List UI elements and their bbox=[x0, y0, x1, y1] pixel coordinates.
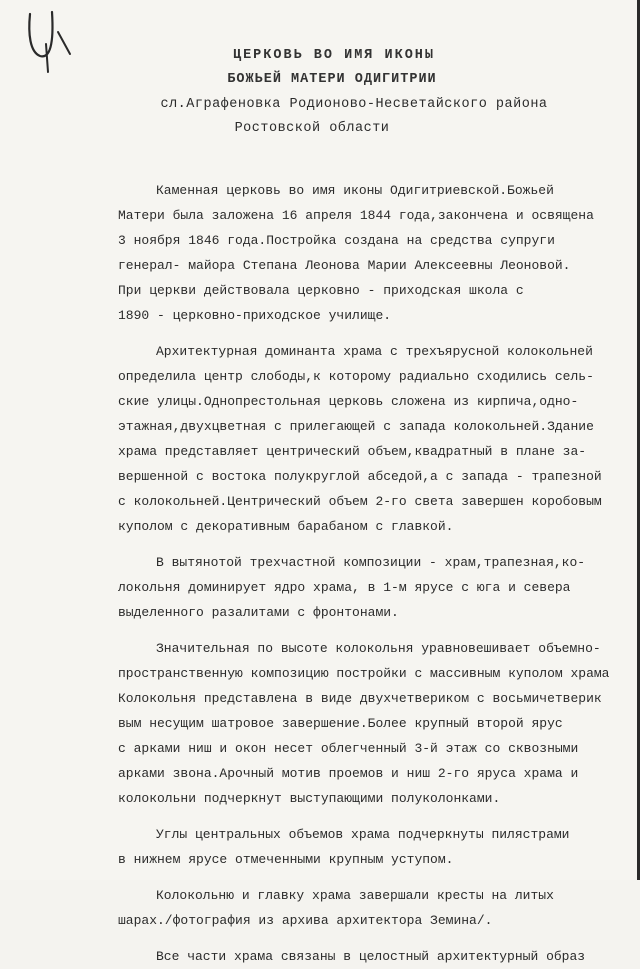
text-line: вершенной с востока полукруглой абседой,а с запада - трапезной bbox=[118, 469, 602, 484]
text-line: вым несущим шатровое завершение.Более крупный второй ярус bbox=[118, 716, 563, 731]
text-line: Все части храма связаны в целостный архитектурный образ bbox=[156, 949, 586, 964]
text-line: шарах./фотография из архива архитектора Земина/. bbox=[118, 913, 493, 928]
text-line: с колокольней.Центрический объем 2-го света завершен коробовым bbox=[118, 494, 602, 509]
text-line: выделенного разалитами с фронтонами. bbox=[118, 605, 399, 620]
text-line: Каменная церковь во имя иконы Одигитриевской.Божьей bbox=[156, 183, 554, 198]
text-line: При церкви действовала церковно - приходская школа с bbox=[118, 283, 524, 298]
text-line: куполом с декоративным барабаном с главкой. bbox=[118, 519, 454, 534]
text-line: Углы центральных объемов храма подчеркнуты пилястрами bbox=[156, 827, 570, 842]
text-line: Матери была заложена 16 апреля 1844 года,закончена и освящена bbox=[118, 208, 594, 223]
text-line: храма представляет центрический объем,квадратный в плане за- bbox=[118, 444, 587, 459]
title-line-1: ЦЕРКОВЬ ВО ИМЯ ИКОНЫ bbox=[232, 48, 436, 63]
text-line: В вытянотой трехчастной композиции - храм,трапезная,ко- bbox=[156, 555, 586, 570]
text-line: Архитектурная доминанта храма с трехъярусной колокольней bbox=[156, 344, 593, 359]
title-line-2: БОЖЬЕЙ МАТЕРИ ОДИГИТРИИ bbox=[227, 72, 437, 87]
text-line: генерал- майора Степана Леонова Марии Алексеевны Леоновой. bbox=[118, 258, 571, 273]
text-line: Значительная по высоте колокольня уравновешивает объемно- bbox=[156, 641, 601, 656]
text-line: Колокольня представлена в виде двухчетвериком с восьмичетверик bbox=[118, 691, 602, 706]
text-line: этажная,двухцветная с прилегающей с запада колокольней.Здание bbox=[118, 419, 594, 434]
handwritten-mark-icon bbox=[22, 4, 74, 74]
text-line: с арками ниш и окон несет облегченный 3-й этаж со сквозными bbox=[118, 741, 579, 756]
text-line: арками звона.Арочный мотив проемов и ниш 2-го яруса храма и bbox=[118, 766, 579, 781]
text-line: Колокольню и главку храма завершали кресты на литых bbox=[156, 888, 554, 903]
text-line: локольня доминирует ядро храма, в 1-м ярусе с юга и севера bbox=[118, 580, 571, 595]
location-line: сл.Аграфеновка Родионово-Несветайского района bbox=[160, 97, 548, 112]
text-line: пространственную композицию постройки с массивным куполом храма bbox=[118, 666, 610, 681]
text-line: ские улицы.Однопрестольная церковь сложена из кирпича,одно- bbox=[118, 394, 579, 409]
text-line: колокольни подчеркнут выступающими полуколонками. bbox=[118, 791, 501, 806]
text-line: 1890 - церковно-приходское училище. bbox=[118, 308, 392, 323]
text-line: 3 ноября 1846 года.Постройка создана на средства супруги bbox=[118, 233, 555, 248]
region-line: Ростовской области bbox=[234, 121, 390, 136]
document-body bbox=[118, 178, 618, 969]
text-line: в нижнем ярусе отмеченными крупным уступом. bbox=[118, 852, 454, 867]
text-line: определила центр слободы,к которому радиально сходились сель- bbox=[118, 369, 594, 384]
